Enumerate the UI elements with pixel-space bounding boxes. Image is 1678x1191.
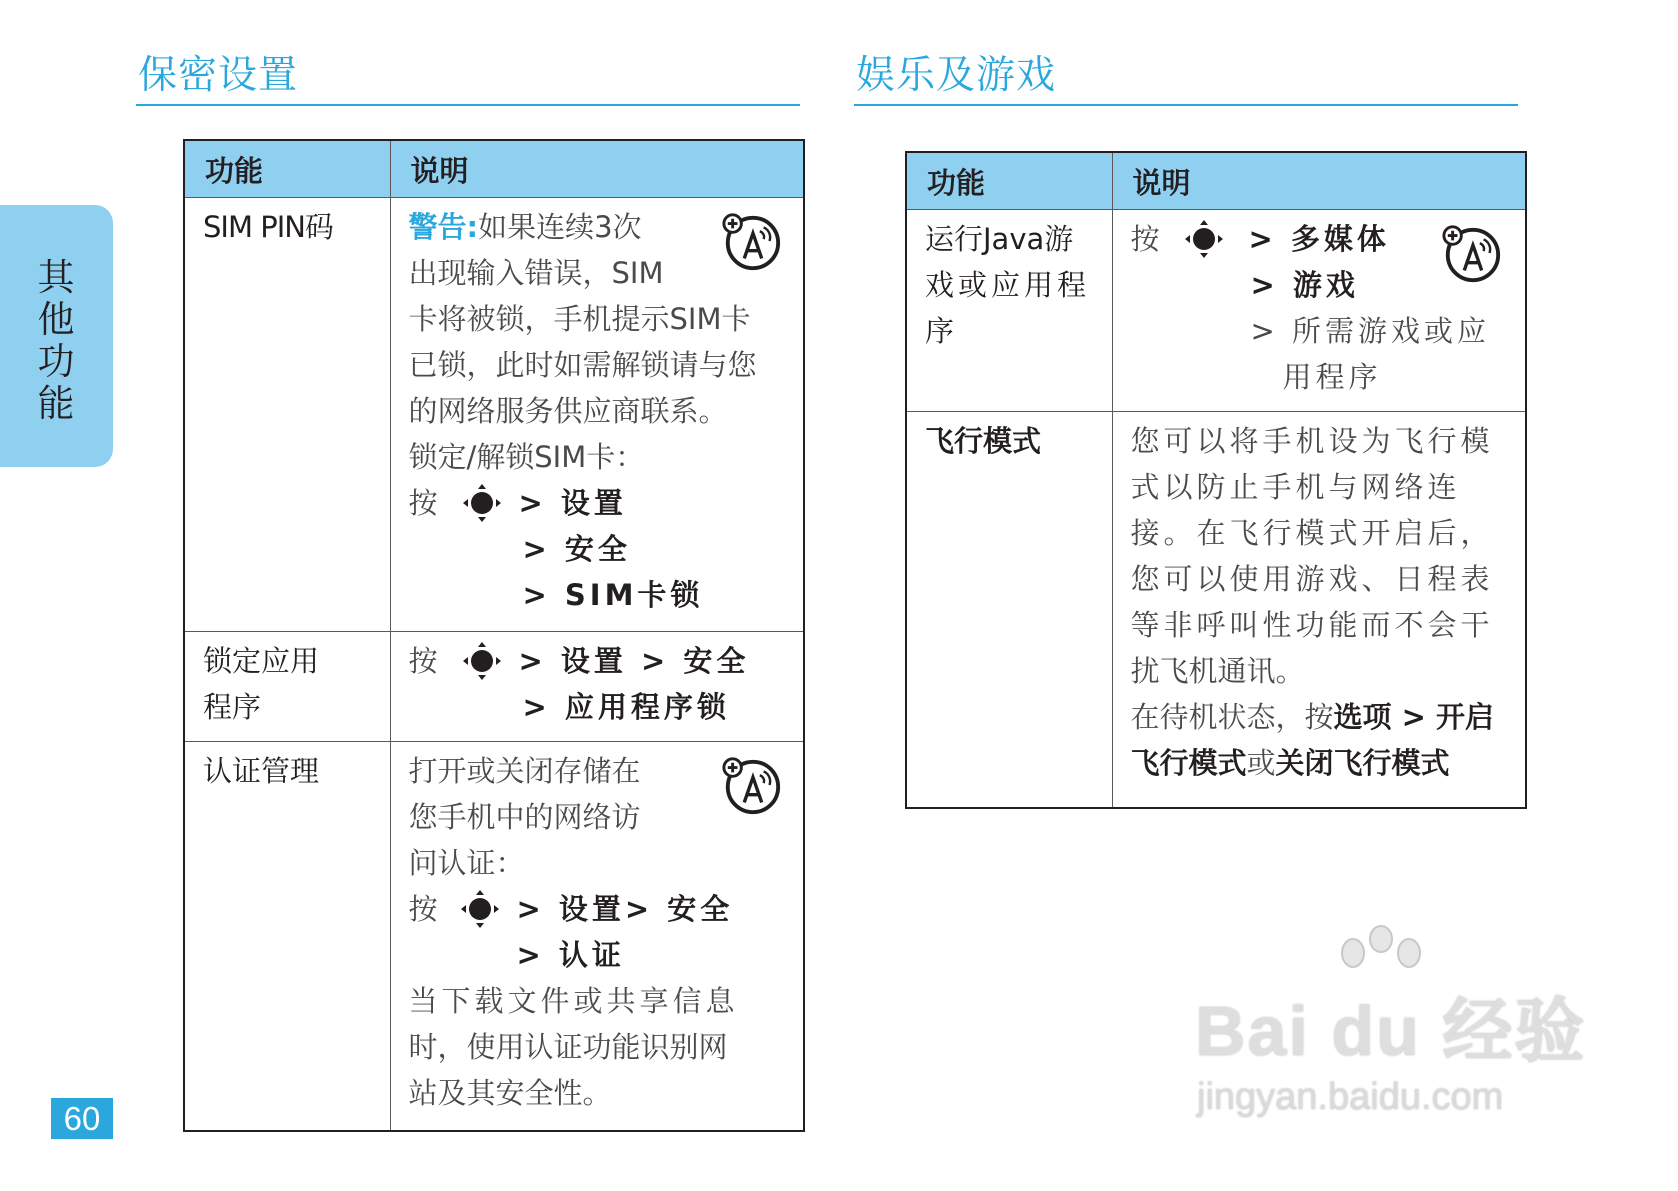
nav-path: > SIM卡锁	[522, 578, 704, 612]
feature-label: 运行Java游	[925, 222, 1074, 256]
menu-flight-mode-off: 关闭飞行模式	[1275, 746, 1450, 780]
table-row	[906, 210, 1526, 412]
header-feature: 功能	[184, 140, 390, 198]
description-line: 已锁，此时如需解锁请与您	[408, 348, 757, 382]
description-line: 的网络服务供应商联系。	[408, 394, 728, 428]
table-row	[906, 412, 1526, 808]
network-service-icon	[721, 210, 783, 272]
description-line: 接。在飞行模式开启后，	[1130, 516, 1494, 550]
menu-options: 选项	[1333, 700, 1392, 734]
nav-key-icon	[459, 888, 501, 930]
description-line: 问认证：	[408, 846, 525, 880]
press-label: 按	[408, 486, 438, 520]
table-row	[184, 198, 804, 632]
idle-instruction: 在待机状态，按	[1130, 700, 1334, 734]
table-row	[184, 742, 804, 1131]
entertainment-games-table	[905, 151, 1527, 809]
description-line: 当下载文件或共享信息	[408, 984, 739, 1018]
description-line: 站及其安全性。	[408, 1076, 612, 1110]
nav-path: > 安全	[522, 532, 631, 566]
nav-key-icon	[1183, 218, 1225, 260]
description-cell	[390, 198, 804, 632]
left-section-rule	[136, 104, 800, 106]
description-cell	[390, 632, 804, 742]
press-label: 按	[408, 892, 438, 926]
right-section-rule	[854, 104, 1518, 106]
warning-label: 警告:	[408, 210, 479, 244]
nav-path: > 设置> 安全	[516, 892, 734, 926]
paw-logo-icon	[1323, 925, 1443, 995]
feature-label: 飞行模式	[925, 424, 1042, 458]
description-line: 您可以将手机设为飞行模	[1130, 424, 1494, 458]
feature-label: 程序	[203, 690, 262, 724]
feature-cell	[184, 198, 390, 632]
nav-path: > 应用程序锁	[522, 690, 730, 724]
press-label: 按	[1130, 222, 1160, 256]
feature-cell	[906, 412, 1112, 808]
menu-flight-mode-on: 飞行模式	[1130, 746, 1247, 780]
description-line: 打开或关闭存储在	[408, 754, 641, 788]
description-line: 出现输入错误，SIM	[408, 256, 664, 290]
header-description: 说明	[390, 140, 804, 198]
side-tab-label: 其他功能	[37, 256, 75, 425]
network-service-icon	[721, 754, 783, 816]
nav-path: > 设置	[518, 486, 627, 520]
watermark-brand: Bai du 经验	[1195, 992, 1587, 1070]
side-chapter-tab	[0, 205, 113, 467]
table-row	[184, 632, 804, 742]
description-line: 您手机中的网络访	[408, 800, 641, 834]
menu-or: 或	[1246, 746, 1276, 780]
description-cell	[1112, 210, 1526, 412]
description-cell	[1112, 412, 1526, 808]
description-line: 式以防止手机与网络连	[1130, 470, 1461, 504]
feature-label: 认证管理	[203, 754, 320, 788]
left-section-title: 保密设置	[138, 53, 299, 98]
feature-cell	[184, 632, 390, 742]
nav-key-icon	[461, 640, 503, 682]
description-line: 锁定/解锁SIM卡：	[408, 440, 645, 474]
feature-cell	[906, 210, 1112, 412]
description-line: 您可以使用游戏、日程表	[1130, 562, 1494, 596]
feature-label: 锁定应用	[203, 644, 320, 678]
nav-path: > 游戏	[1250, 268, 1359, 302]
nav-path: > 认证	[516, 938, 625, 972]
security-settings-table	[183, 139, 805, 1132]
nav-path: > 所需游戏或应	[1250, 314, 1491, 348]
description-line: 扰飞机通讯。	[1130, 654, 1305, 688]
description-line: 等非呼叫性功能而不会干	[1130, 608, 1494, 642]
nav-path: > 设置 > 安全	[518, 644, 750, 678]
description-line: 如果连续3次	[478, 210, 642, 244]
menu-separator: >	[1391, 700, 1437, 734]
feature-label: SIM PIN码	[203, 210, 333, 244]
feature-cell	[184, 742, 390, 1131]
header-description: 说明	[1112, 152, 1526, 210]
watermark-url: jingyan.baidu.com	[1197, 1076, 1504, 1118]
description-line: 卡将被锁，手机提示SIM卡	[408, 302, 751, 336]
header-feature: 功能	[906, 152, 1112, 210]
description-line: 时，使用认证功能识别网	[408, 1030, 728, 1064]
page-number: 60	[51, 1098, 113, 1139]
nav-key-icon	[461, 482, 503, 524]
feature-label: 戏或应用程	[925, 268, 1091, 302]
right-section-title: 娱乐及游戏	[856, 53, 1057, 98]
nav-path: > 多媒体	[1248, 222, 1390, 256]
menu-open: 开启	[1436, 700, 1495, 734]
nav-path: 用程序	[1282, 360, 1382, 394]
feature-label: 序	[925, 314, 955, 348]
baidu-watermark	[1195, 935, 1586, 1119]
press-label: 按	[408, 644, 438, 678]
description-cell	[390, 742, 804, 1131]
